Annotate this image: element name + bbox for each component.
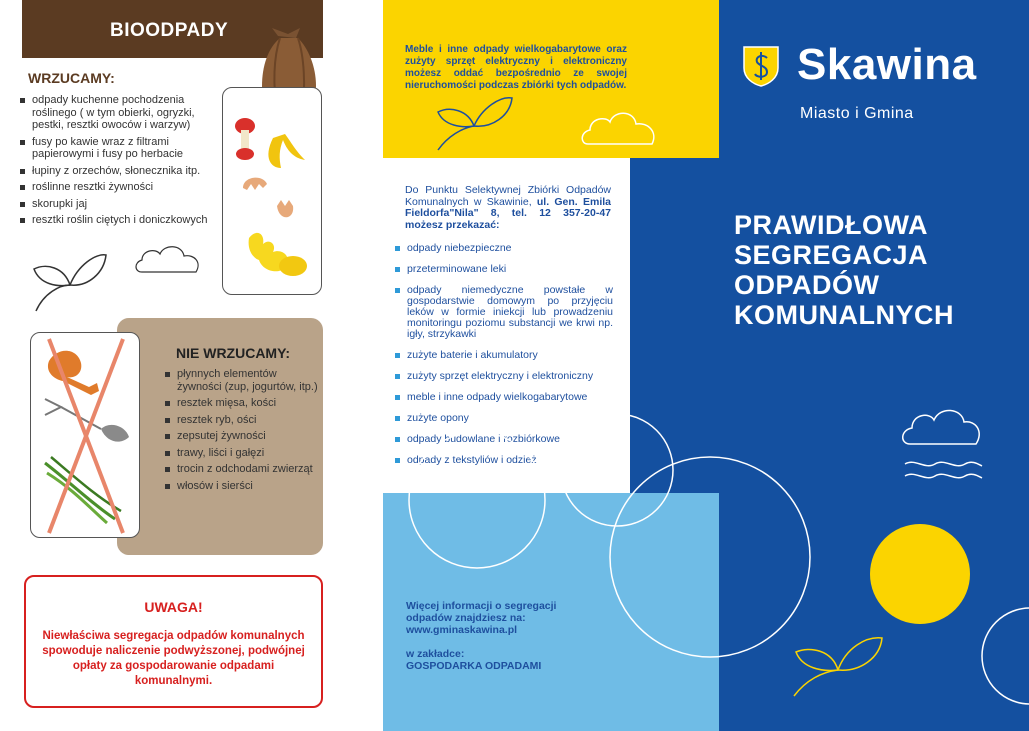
list-item: zużyte baterie i akumulatory bbox=[395, 350, 613, 361]
list-item: włosów i sierści bbox=[165, 480, 323, 493]
crossed-items-box bbox=[30, 332, 140, 538]
headline-line: KOMUNALNYCH bbox=[734, 300, 954, 330]
headline-line: PRAWIDŁOWA bbox=[734, 210, 928, 240]
forbidden-waste-icon bbox=[31, 333, 141, 539]
list-item: zepsutej żywności bbox=[165, 430, 323, 443]
leaf-icon bbox=[30, 247, 110, 313]
list-item: zużyte opony bbox=[395, 413, 613, 424]
list-item: przeterminowane leki bbox=[395, 264, 613, 275]
cover-panel-extension bbox=[630, 158, 719, 493]
cloud-icon bbox=[132, 240, 206, 276]
list-item: łupiny z orzechów, słonecznika itp. bbox=[20, 165, 220, 178]
list-item: odpady kuchenne pochodzenia roślinego ( w tym obierki, ogryzki, pestki, resztki owoców i warzyw) bbox=[20, 94, 220, 132]
skawina-crest-icon bbox=[741, 44, 781, 88]
warning-title: UWAGA! bbox=[144, 599, 203, 615]
cover-headline bbox=[734, 210, 954, 330]
food-waste-icon bbox=[223, 88, 323, 296]
list-item: zużyty sprzęt elektryczny i elektroniczny bbox=[395, 371, 613, 382]
bio-title: BIOODPADY bbox=[110, 20, 229, 41]
list-item: fusy po kawie wraz z filtrami papierowymi i fusy po herbacie bbox=[20, 136, 220, 161]
pszok-items-list bbox=[395, 243, 613, 476]
wrzucamy-title: WRZUCAMY: bbox=[28, 70, 115, 86]
pszok-intro: Do Punktu Selektywnej Zbiórki Odpadów Komunalnych w Skawinie, bbox=[405, 184, 611, 208]
list-item: odpady z tekstyliów i odzież bbox=[395, 455, 613, 466]
tab-name: GOSPODARKA ODPADAMI bbox=[406, 660, 542, 672]
warning-text: Niewłaściwa segregacja odpadów komunalnych spowoduje naliczenie podwyższonej, podwójnej opłaty za gospodarowanie odpadami komunalnymi. bbox=[42, 630, 305, 687]
wrzucamy-list bbox=[20, 94, 220, 231]
list-item: resztki roślin ciętych i doniczkowych bbox=[20, 214, 220, 227]
headline-line: SEGREGACJA bbox=[734, 240, 929, 270]
list-item: odpady budowlane i rozbiórkowe bbox=[395, 434, 613, 445]
food-illustration-box bbox=[222, 87, 322, 295]
nie-wrzucamy-list bbox=[165, 368, 323, 496]
list-item: trawy, liści i gałęzi bbox=[165, 447, 323, 460]
list-item: odpady niemedyczne powstałe w gospodarstwie domowym po przyjęciu leków w formie iniekcji lub prowadzeniu monitoringu poziomu substancji we krwi np. igły, strzykawki bbox=[395, 285, 613, 340]
website-link[interactable]: www.gminaskawina.pl bbox=[406, 624, 518, 636]
list-item: trocin z odchodami zwierząt bbox=[165, 463, 323, 476]
nie-wrzucamy-title: NIE WRZUCAMY: bbox=[176, 345, 291, 361]
list-item: resztek ryb, ości bbox=[165, 414, 323, 427]
brand-name: Skawina bbox=[797, 40, 977, 89]
warning-box bbox=[24, 575, 323, 708]
cloud-icon bbox=[578, 104, 662, 148]
more-info bbox=[406, 600, 586, 672]
leaf-icon bbox=[432, 92, 516, 152]
list-item: roślinne resztki żywności bbox=[20, 181, 220, 194]
list-item: płynnych elementów żywności (zup, jogurtów, itp.) bbox=[165, 368, 323, 393]
list-item: odpady niebezpieczne bbox=[395, 243, 613, 254]
pszok-address bbox=[405, 185, 611, 231]
headline-line: ODPADÓW bbox=[734, 270, 880, 300]
bulky-waste-note: Meble i inne odpady wielkogabarytowe oraz zużyty sprzęt elektryczny i elektroniczny możesz oddać bezpośrednio ze swojej nieruchomości podczas zbiórki tych odpadów. bbox=[405, 44, 627, 91]
tab-label: w zakładce: bbox=[406, 648, 465, 660]
pszok-contact: ul. Gen. Emila Fieldorfa"Nila" 8, tel. 12 357-20-47 bbox=[405, 195, 611, 219]
list-item: skorupki jaj bbox=[20, 198, 220, 211]
pszok-suffix: możesz przekazać: bbox=[405, 218, 500, 231]
more-info-text: Więcej informacji o segregacji odpadów znajdziesz na: bbox=[406, 600, 557, 624]
list-item: resztek mięsa, kości bbox=[165, 397, 323, 410]
list-item: meble i inne odpady wielkogabarytowe bbox=[395, 392, 613, 403]
brand-subtitle: Miasto i Gmina bbox=[800, 105, 914, 122]
